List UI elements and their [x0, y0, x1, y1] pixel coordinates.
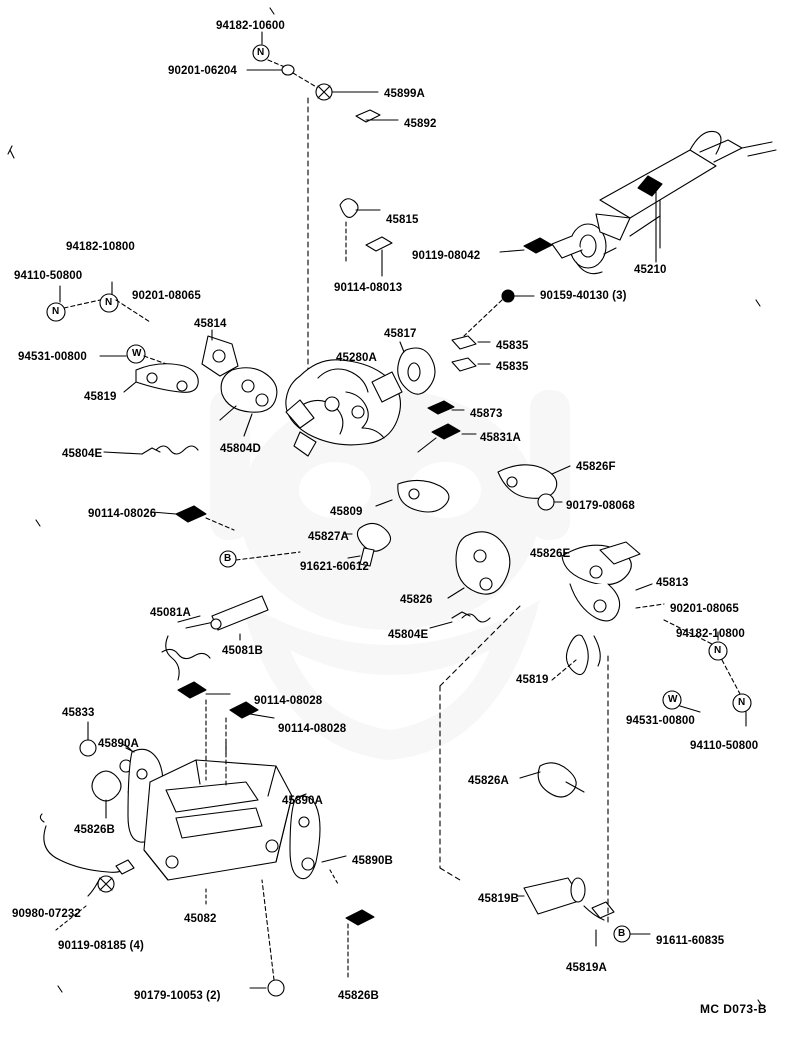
part-number-label: 90179-08068 [566, 500, 635, 512]
part-number-label: 90201-06204 [168, 65, 237, 77]
part-number-label: 45831A [480, 432, 521, 444]
fastener-marker: B [618, 928, 626, 939]
part-number-label: 45817 [384, 328, 417, 340]
part-number-label: 90201-08065 [132, 290, 201, 302]
part-number-label: 94110-50800 [14, 270, 83, 282]
part-number-label: 45826B [74, 824, 115, 836]
part-number-label: 45826 [400, 594, 433, 606]
part-number-label: 45804E [62, 448, 103, 460]
part-number-label: 90114-08026 [88, 508, 157, 520]
fastener-marker: W [132, 348, 142, 359]
part-number-label: 45819A [566, 962, 607, 974]
part-number-label: 45892 [404, 118, 437, 130]
fastener-marker: N [714, 645, 722, 656]
part-number-label: 90201-08065 [670, 603, 739, 615]
part-number-label: 94182-10800 [66, 241, 135, 253]
part-number-label: 90119-08185 (4) [58, 940, 144, 952]
part-number-label: 45081A [150, 607, 191, 619]
part-number-label: 91621-60612 [300, 561, 369, 573]
part-number-label: 45835 [496, 361, 529, 373]
fastener-marker: N [52, 306, 60, 317]
part-number-label: 45819 [516, 674, 549, 686]
part-number-label: 45899A [384, 88, 425, 100]
part-number-label: 91611-60835 [656, 935, 725, 947]
part-number-label: 94531-00800 [626, 715, 695, 727]
part-number-label: 90114-08028 [278, 723, 347, 735]
part-number-label: 90980-07232 [12, 908, 81, 920]
part-number-label: 45826F [576, 461, 616, 473]
part-number-label: 45082 [184, 913, 217, 925]
part-number-label: 45835 [496, 340, 529, 352]
part-number-label: 45827A [308, 531, 349, 543]
fastener-marker: W [668, 694, 678, 705]
part-number-label: 90179-10053 (2) [134, 990, 221, 1002]
part-number-label: 45210 [634, 264, 667, 276]
part-number-label: 45890A [282, 795, 323, 807]
part-number-label: 94182-10600 [216, 20, 285, 32]
part-number-label: 45826A [468, 775, 509, 787]
part-number-label: 45809 [330, 506, 363, 518]
part-number-label: 45280A [336, 352, 377, 364]
part-number-label: 90159-40130 (3) [540, 290, 627, 302]
part-number-label: 45081B [222, 645, 263, 657]
part-number-label: 45826E [530, 548, 571, 560]
part-number-label: 45873 [470, 408, 503, 420]
part-number-label: 45819 [84, 391, 117, 403]
part-number-label: 45814 [194, 318, 227, 330]
part-number-label: 90114-08028 [254, 695, 323, 707]
part-number-label: 45804E [388, 629, 429, 641]
part-number-label: 45804D [220, 443, 261, 455]
fastener-marker: N [257, 47, 265, 58]
part-number-label: 45890A [98, 738, 139, 750]
part-number-label: 45819B [478, 893, 519, 905]
part-number-label: 45826B [338, 990, 379, 1002]
part-number-label: 90119-08042 [412, 250, 481, 262]
sheet-code: MC D073-B [700, 1002, 767, 1016]
fastener-marker: N [105, 297, 113, 308]
part-number-label: 94110-50800 [690, 740, 759, 752]
part-number-label: 94182-10800 [676, 628, 745, 640]
fastener-marker: B [224, 553, 232, 564]
part-number-label: 45813 [656, 577, 689, 589]
part-number-label: 94531-00800 [18, 351, 87, 363]
part-number-label: 45815 [386, 214, 419, 226]
fastener-marker: N [738, 697, 746, 708]
part-number-label: 45890B [352, 855, 393, 867]
part-number-label: 90114-08013 [334, 282, 403, 294]
part-number-label: 45833 [62, 707, 95, 719]
